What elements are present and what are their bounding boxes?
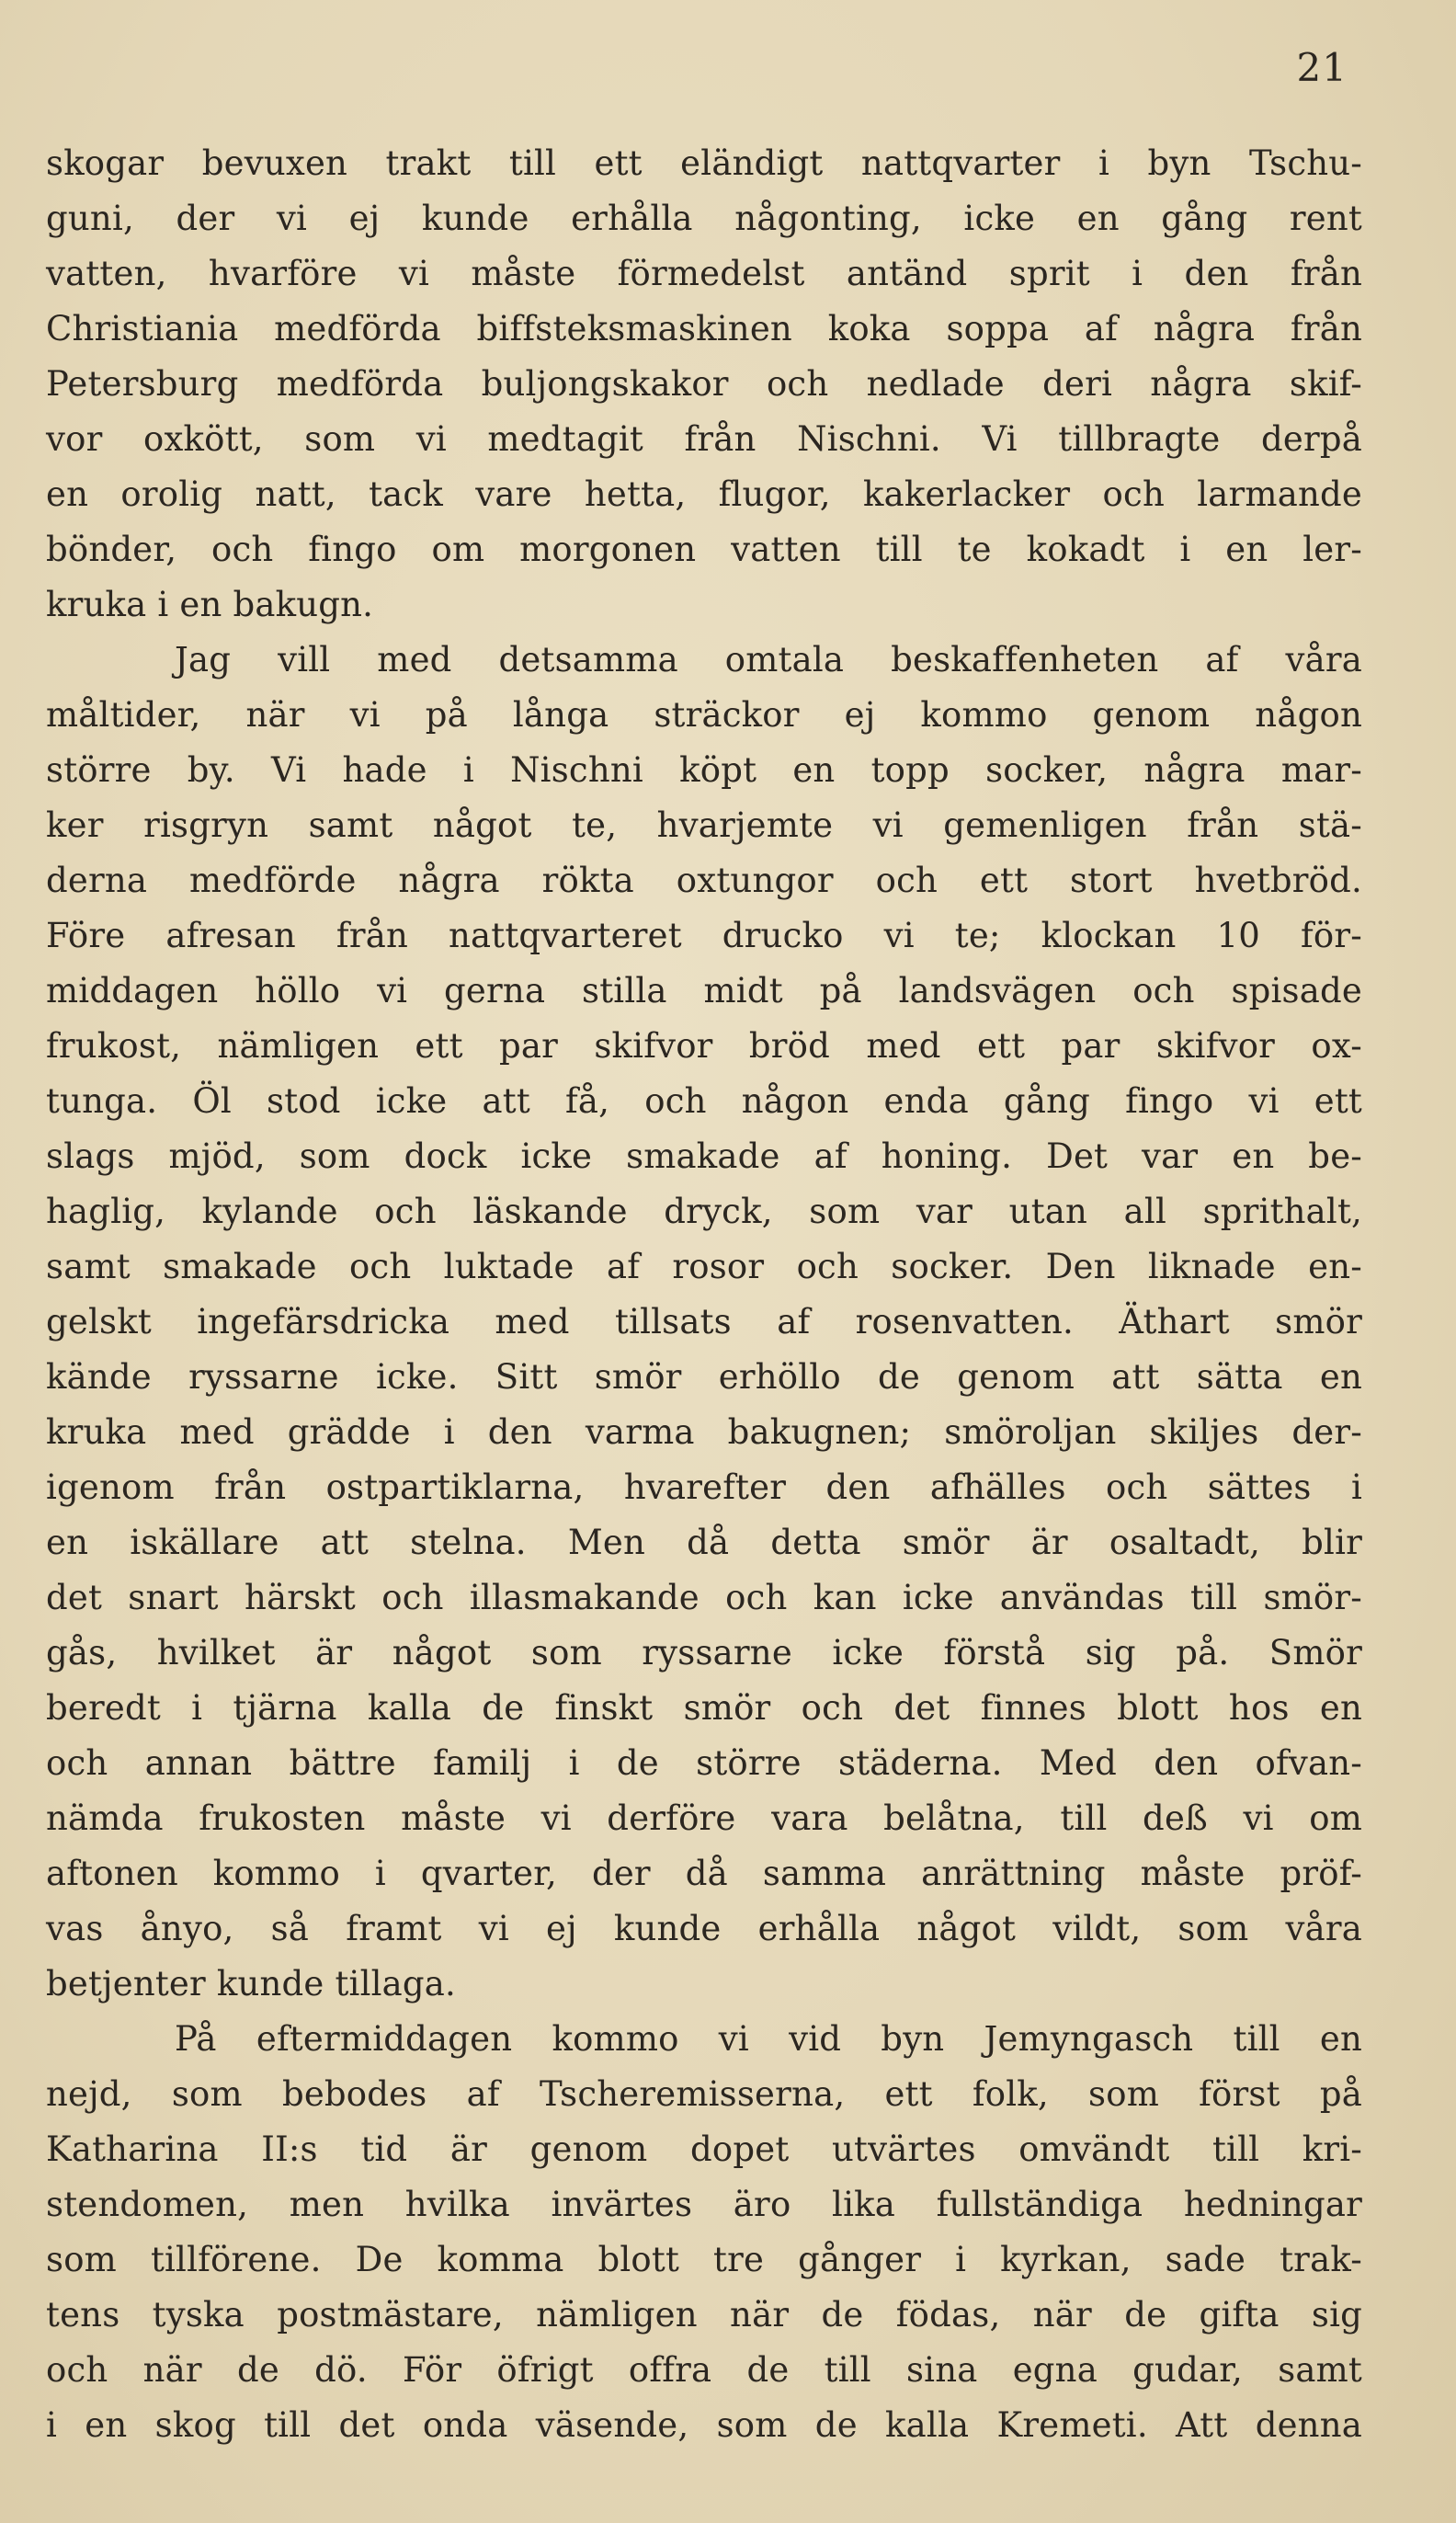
text-line: Jag vill med detsamma omtala beskaffenheten af våra — [175, 640, 1362, 679]
text-line: Petersburg medförda buljongskakor och nedlade deri några skif- — [46, 364, 1362, 404]
body-text — [46, 136, 1362, 2453]
text-line: som tillförene. De komma blott tre gånger i kyrkan, sade trak- — [46, 2240, 1362, 2279]
text-line: kruka med gräddе i den varma bakugnen; smöroljan skiljes der- — [46, 1412, 1362, 1452]
text-line: i en skog till det onda väsende, som de kalla Kremeti. Att denna — [46, 2405, 1362, 2445]
text-line: beredt i tjärna kalla de finskt smör och det finnes blott hos en — [46, 1688, 1362, 1728]
text-line: derna medförde några rökta oxtungor och ett stort hvetbröd. — [46, 861, 1362, 900]
text-line: det snart härskt och illasmakande och kan icke användas till smör- — [46, 1578, 1362, 1617]
text-line: måltider, när vi på långa sträckor ej kommo genom någon — [46, 695, 1362, 735]
text-line: gås, hvilket är något som ryssarne icke förstå sig på. Smör — [46, 1633, 1362, 1672]
text-line: frukost, nämligen ett par skifvor bröd med ett par skifvor ox- — [46, 1026, 1362, 1066]
text-line: och när de dö. För öfrigt offra de till sina egna gudar, samt — [46, 2350, 1362, 2390]
text-line: vor oxkött, som vi medtagit från Nischni. Vi tillbragte derpå — [46, 419, 1362, 459]
text-line: aftonen kommo i qvarter, der då samma anrättning måste pröf- — [46, 1854, 1362, 1893]
text-line: slags mjöd, som dock icke smakade af honing. Det var en be- — [46, 1136, 1362, 1176]
text-line: och annan bättre familj i de större städerna. Med den ofvan- — [46, 1743, 1362, 1783]
text-line: vas ånyo, så framt vi ej kunde erhålla något vildt, som våra — [46, 1909, 1362, 1948]
text-line: kände ryssarne icke. Sitt smör erhöllo de genom att sätta en — [46, 1357, 1362, 1397]
text-line: nämda frukosten måste vi derföre vara belåtna, till deß vi om — [46, 1798, 1362, 1838]
text-line: haglig, kylande och läskande dryck, som var utan all sprithalt, — [46, 1192, 1362, 1231]
text-line: vatten, hvarföre vi måste förmedelst antänd sprit i den från — [46, 254, 1362, 293]
text-line: stendomen, men hvilka invärtes äro lika fullständiga hedningar — [46, 2185, 1362, 2224]
text-line: bönder, och fingo om morgonen vatten till te kokadt i en ler- — [46, 530, 1362, 569]
text-line: en iskällare att stelna. Men då detta smör är osaltadt, blir — [46, 1523, 1362, 1562]
text-line: guni, der vi ej kunde erhålla någonting, icke en gång rent — [46, 199, 1362, 238]
page-number: 21 — [1296, 45, 1348, 90]
text-line: kruka i en bakugn. — [46, 585, 374, 624]
text-line: en orolig natt, tack vare hetta, flugor, kakerlacker och larmande — [46, 474, 1362, 514]
text-line: igenom från ostpartiklarna, hvarefter den afhälles och sättes i — [46, 1467, 1362, 1507]
text-line: gelskt ingefärsdricka med tillsats af rosenvatten. Äthart smör — [46, 1302, 1362, 1341]
text-line: större by. Vi hade i Nischni köpt en topp socker, några mar- — [46, 750, 1362, 790]
text-line: Katharina II:s tid är genom dopet utvärtes omvändt till kri- — [46, 2129, 1362, 2169]
text-line: Christiania medförda biffsteksmaskinen koka soppa af några från — [46, 309, 1362, 348]
text-line: nejd, som bebodes af Tscheremisserna, ett folk, som först på — [46, 2074, 1362, 2114]
text-line: ker risgryn samt något te, hvarjemte vi gemenligen från stä- — [46, 805, 1362, 845]
text-line: betjenter kunde tillaga. — [46, 1964, 457, 2004]
text-line: Före afresan från nattqvarteret drucko vi te; klockan 10 för- — [46, 916, 1362, 955]
text-line: tunga. Öl stod icke att få, och någon enda gång fingo vi ett — [46, 1081, 1362, 1121]
text-line: samt smakade och luktade af rosor och socker. Den liknade en- — [46, 1247, 1362, 1286]
text-line: skogar bevuxen trakt till ett eländigt nattqvarter i byn Tschu- — [46, 143, 1362, 183]
text-line: På eftermiddagen kommo vi vid byn Jemyngasch till en — [175, 2019, 1362, 2059]
text-line: middagen höllo vi gerna stilla midt på landsvägen och spisade — [46, 971, 1362, 1010]
text-line: tens tyska postmästare, nämligen när de födas, när de gifta sig — [46, 2295, 1362, 2335]
